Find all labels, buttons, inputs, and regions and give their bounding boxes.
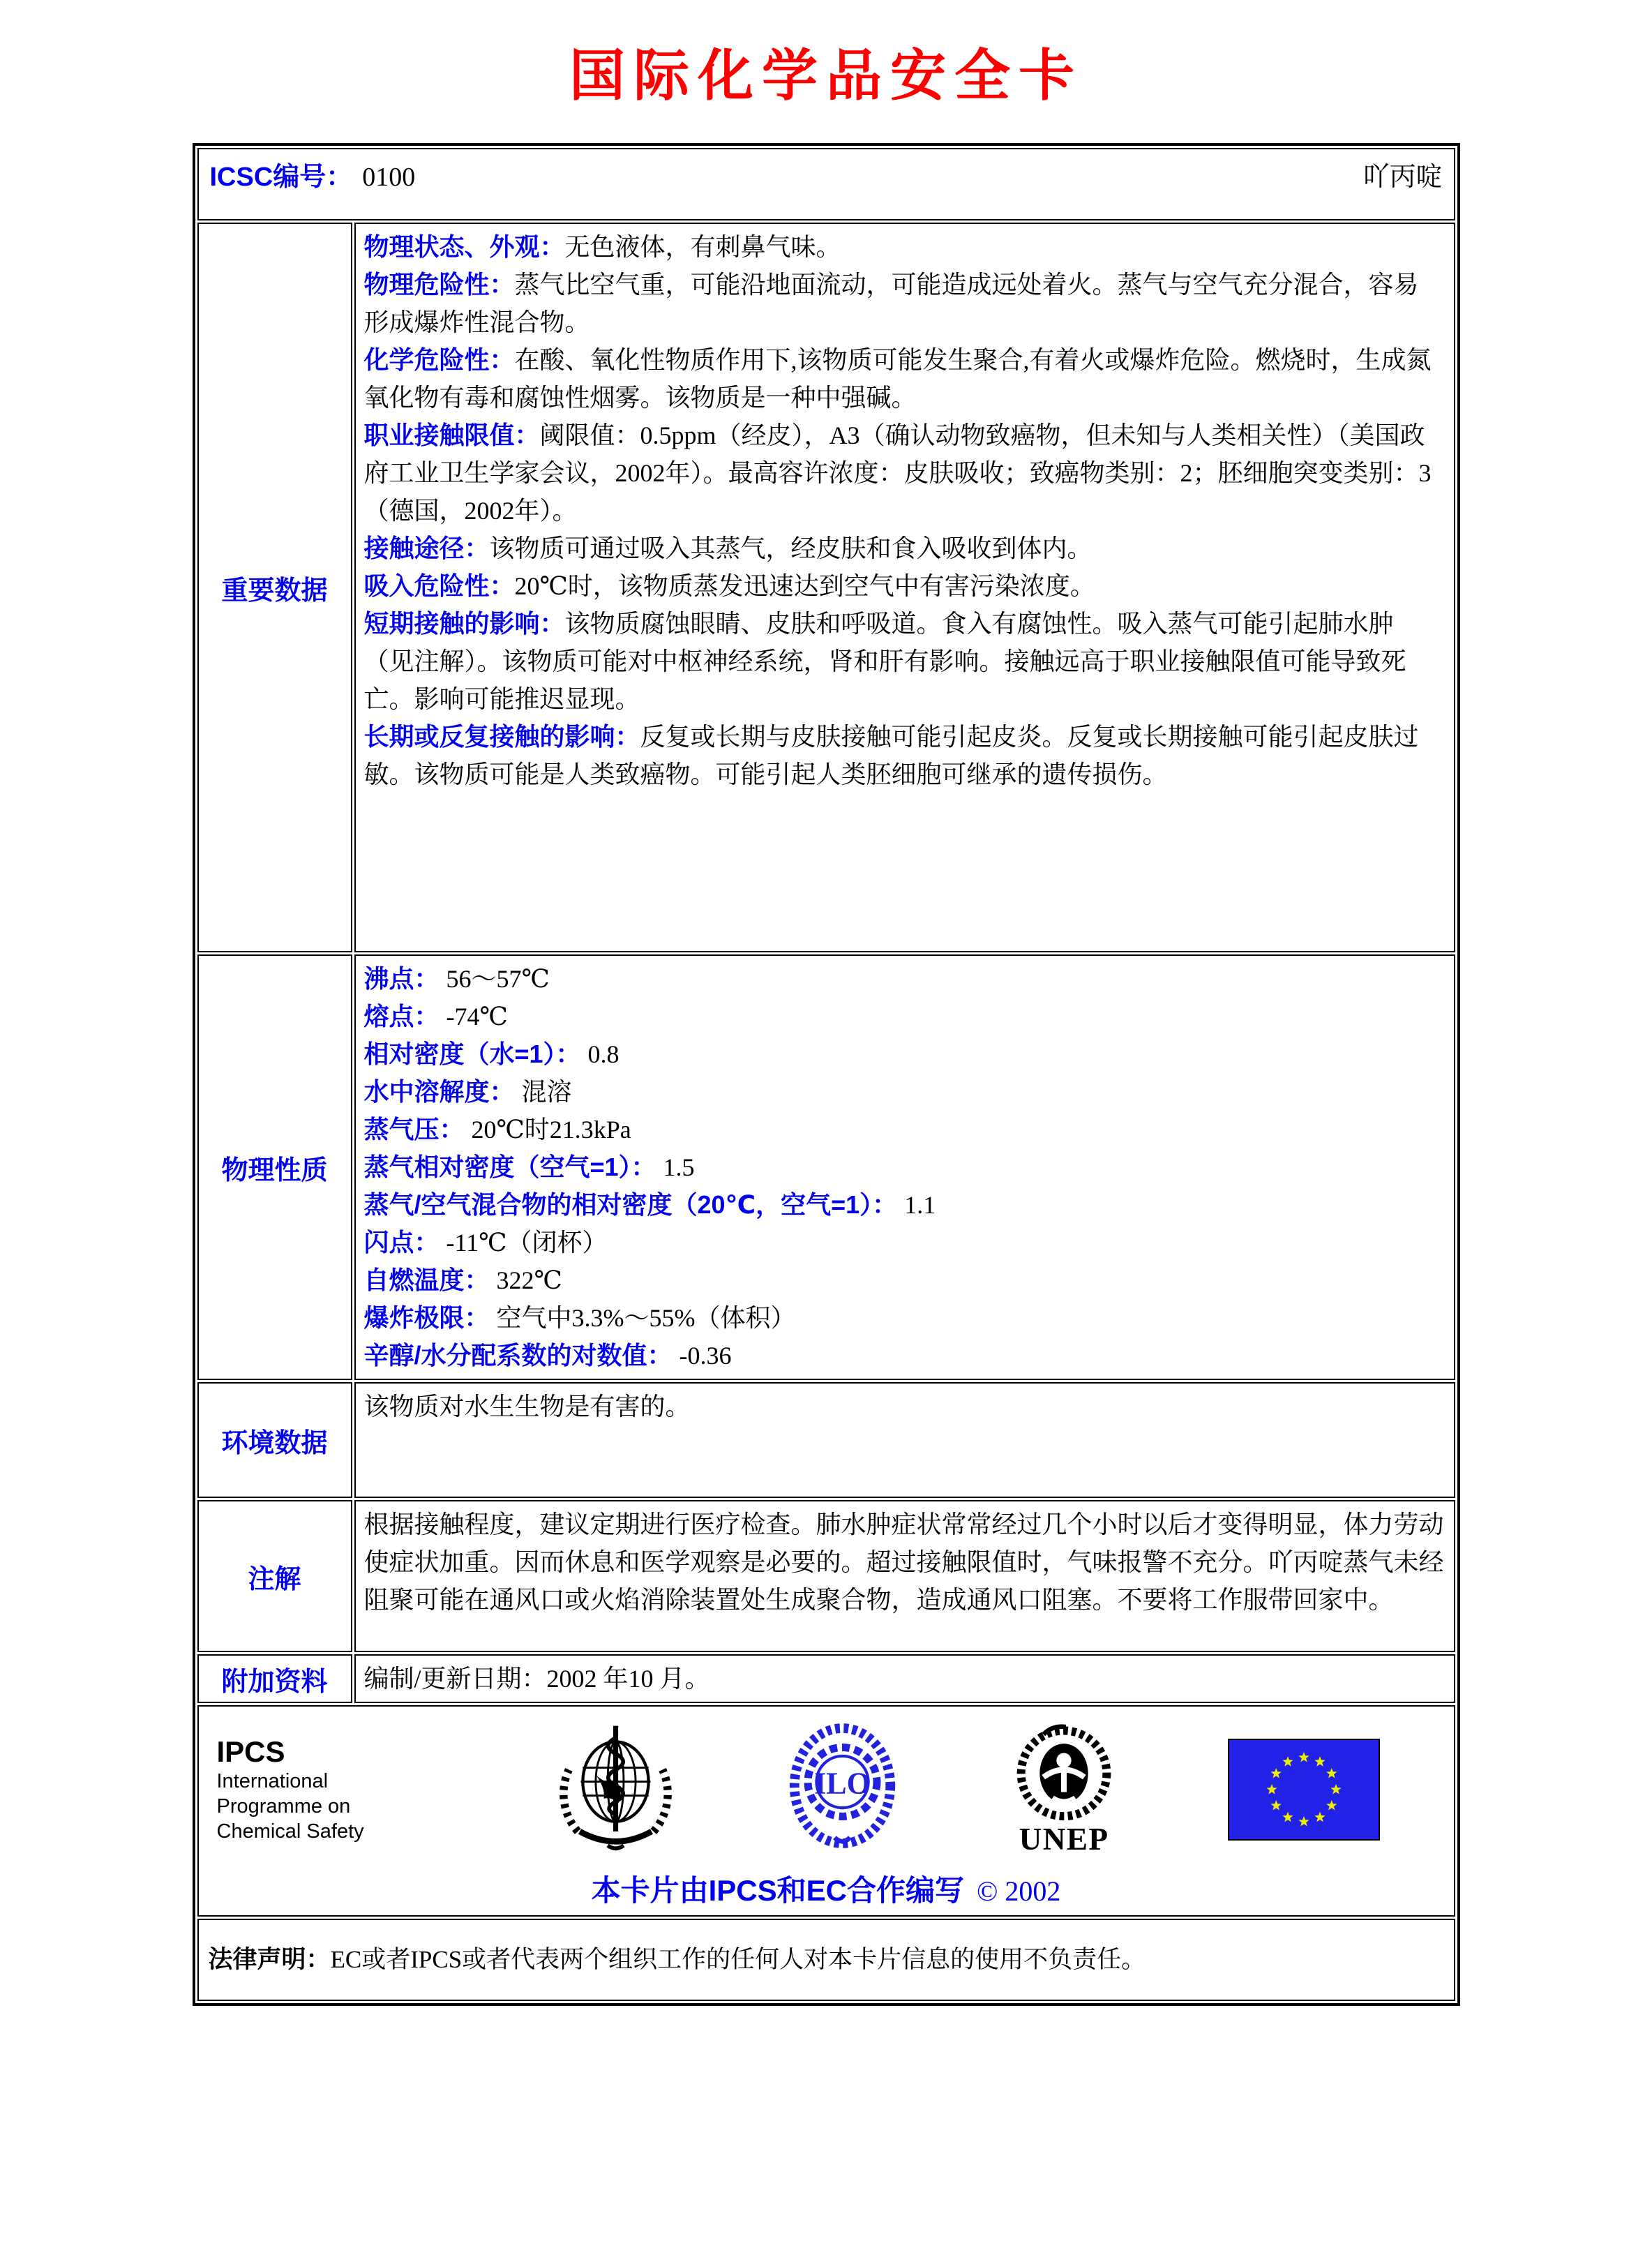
property-vapor-relative-density: 蒸气相对密度（空气=1）： 1.5 bbox=[363, 1153, 695, 1181]
chemical-name: 吖丙啶 bbox=[1362, 163, 1443, 192]
paragraph-long-term-effects: 长期或反复接触的影响：反复或长期与皮肤接触可能引起皮炎。反复或长期接触可能引起皮肤过敏。该物质可能是人类致癌物。可能引起人类胚细胞可继承的遗传损伤。 bbox=[363, 722, 1419, 788]
property-vapor-pressure: 蒸气压： 20℃时21.3kPa bbox=[363, 1115, 631, 1144]
paragraph-physical-hazard: 物理危险性：蒸气比空气重，可能沿地面流动，可能造成远处着火。蒸气与空气充分混合，容易形成爆炸性混合物。 bbox=[363, 270, 1419, 336]
section-label-physical-properties: 物理性质 bbox=[221, 1155, 328, 1185]
property-flash-point: 闪点： -11℃（闭杯） bbox=[363, 1228, 608, 1257]
page-title: 国际化学品安全卡 bbox=[569, 46, 1083, 107]
legal-text: EC或者IPCS或者代表两个组织工作的任何人对本卡片信息的使用不负责任。 bbox=[330, 1946, 1146, 1973]
icsc-header-row bbox=[197, 148, 1455, 220]
ipcs-title: IPCS bbox=[216, 1734, 285, 1768]
property-vapor-air-mixture-density: 蒸气/空气混合物的相对密度（20℃，空气=1）： 1.1 bbox=[363, 1190, 936, 1219]
eu-flag-icon bbox=[1228, 1739, 1380, 1841]
environmental-data-content: 该物质对水生生物是有害的。 bbox=[354, 1382, 1455, 1498]
ilo-logo-icon bbox=[785, 1720, 900, 1859]
section-label-important-data: 重要数据 bbox=[221, 576, 328, 606]
paragraph-exposure-route: 接触途径：该物质可通过吸入其蒸气，经皮肤和食入吸收到体内。 bbox=[363, 534, 1092, 562]
property-relative-density: 相对密度（水=1）： 0.8 bbox=[363, 1040, 620, 1068]
property-octanol-water-partition: 辛醇/水分配系数的对数值： -0.36 bbox=[363, 1341, 732, 1370]
property-melting-point: 熔点： -74℃ bbox=[363, 1002, 508, 1031]
cooperation-caption: 本卡片由IPCS和EC合作编写 © 2002 bbox=[591, 1874, 1061, 1907]
paragraph-inhalation-risk: 吸入危险性：20℃时，该物质蒸发迅速达到空气中有害污染浓度。 bbox=[363, 571, 1095, 600]
property-autoignition-temperature: 自燃温度： 322℃ bbox=[363, 1266, 562, 1294]
svg-text:UNEP: UNEP bbox=[1019, 1822, 1109, 1857]
property-water-solubility: 水中溶解度： 混溶 bbox=[363, 1077, 572, 1106]
section-label-additional-info: 附加资料 bbox=[221, 1667, 328, 1697]
paragraph-chemical-hazard: 化学危险性：在酸、氧化性物质作用下,该物质可能发生聚合,有着火或爆炸危险。燃烧时，生成氮氧化物有毒和腐蚀性烟雾。该物质是一种中强碱。 bbox=[363, 345, 1432, 412]
paragraph-short-term-effects: 短期接触的影响：该物质腐蚀眼睛、皮肤和呼吸道。食入有腐蚀性。吸入蒸气可能引起肺水肿（见注解）。该物质可能对中枢神经系统，肾和肝有影响。接触远高于职业接触限值可能导致死亡。影响可能推迟显现。 bbox=[363, 609, 1406, 713]
icsc-number-value: 0100 bbox=[362, 163, 416, 192]
important-data-row bbox=[197, 223, 1455, 952]
copyright-year: © 2002 bbox=[976, 1875, 1061, 1907]
ipcs-footer-row bbox=[197, 1705, 1455, 1917]
environmental-data-row bbox=[197, 1382, 1455, 1498]
important-data-content bbox=[354, 223, 1455, 952]
physical-properties-row bbox=[197, 954, 1455, 1380]
unep-logo-icon bbox=[1008, 1718, 1120, 1861]
section-label-environmental-data: 环境数据 bbox=[221, 1428, 328, 1458]
legal-row bbox=[197, 1919, 1455, 2001]
section-label-notes: 注解 bbox=[248, 1564, 301, 1594]
property-boiling-point: 沸点： 56～57℃ bbox=[363, 964, 550, 993]
additional-info-row bbox=[197, 1654, 1455, 1703]
ipcs-text-block: IPCS International Programme on Chemical Safety bbox=[217, 1735, 447, 1844]
icsc-number-label: ICSC编号： bbox=[209, 163, 353, 192]
property-explosive-limits: 爆炸极限： 空气中3.3%～55%（体积） bbox=[363, 1303, 796, 1332]
additional-info-content: 编制/更新日期：2002 年10 月。 bbox=[354, 1654, 1455, 1703]
notes-row bbox=[197, 1500, 1455, 1652]
icsc-number-group bbox=[210, 159, 416, 195]
notes-content: 根据接触程度，建议定期进行医疗检查。肺水肿症状常常经过几个小时以后才变得明显，体力劳动使症状加重。因而休息和医学观察是必要的。超过接触限值时，气味报警不充分。吖丙啶蒸气未经阻聚可能在通风口或火焰消除装置处生成聚合物，造成通风口阻塞。不要将工作服带回家中。 bbox=[354, 1500, 1455, 1652]
physical-properties-content bbox=[354, 954, 1455, 1380]
svg-text:ILO: ILO bbox=[814, 1766, 871, 1800]
who-logo-icon bbox=[555, 1720, 677, 1859]
paragraph-exposure-limit: 职业接触限值：阈限值：0.5ppm（经皮），A3（确认动物致癌物，但未知与人类相关性）（美国政府工业卫生学家会议，2002年）。最高容许浓度：皮肤吸收；致癌物类别：2；胚细胞突变类别：3（德国，2002年）。 bbox=[363, 421, 1432, 525]
card-table bbox=[193, 143, 1460, 2006]
legal-label: 法律声明： bbox=[208, 1946, 331, 1973]
paragraph-physical-state: 物理状态、外观：无色液体，有刺鼻气味。 bbox=[363, 232, 841, 261]
